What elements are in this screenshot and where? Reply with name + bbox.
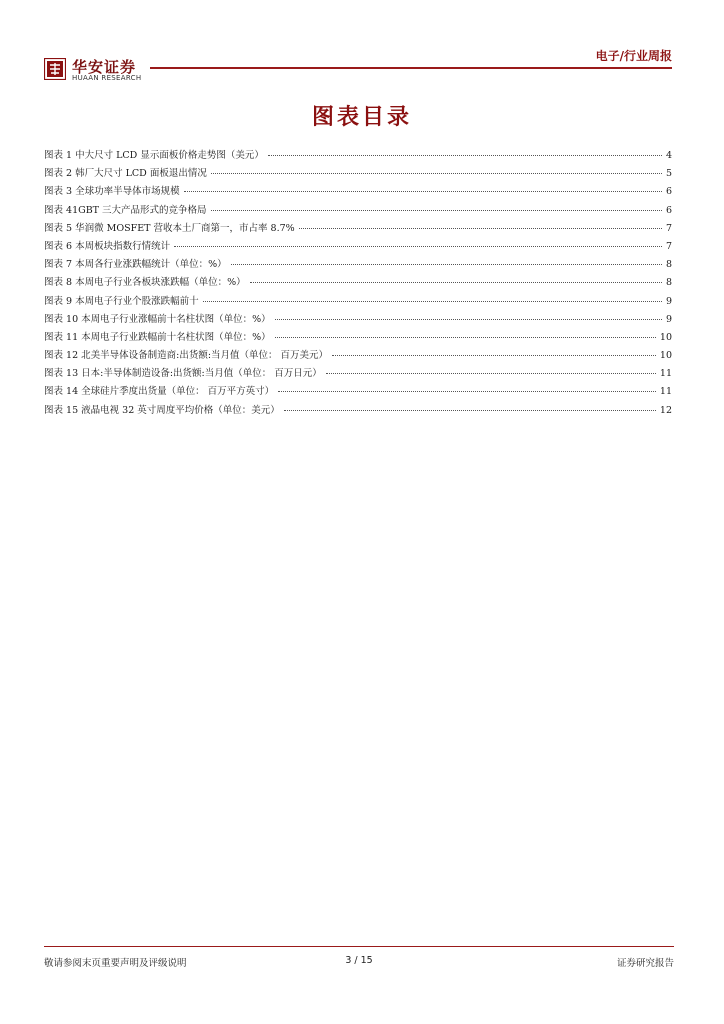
toc-leader-dots [250,281,662,283]
toc-entry-label: 图表 41GBT 三大产品形式的竞争格局 [44,204,207,216]
toc-leader-dots [184,190,662,192]
toc-entry[interactable] [44,274,672,292]
page-footer [44,946,674,971]
toc-entry-page: 6 [665,204,672,216]
toc-entry-label: 图表 14 全球硅片季度出货量（单位： 百万平方英寸） [44,386,275,398]
toc-entry-page: 10 [659,350,672,362]
toc-entry-label: 图表 1 中大尺寸 LCD 显示面板价格走势图（美元） [44,150,264,161]
header-divider [150,67,672,69]
toc-entry[interactable] [44,256,672,274]
toc-leader-dots [332,354,656,356]
toc-entry[interactable] [44,311,672,329]
toc-entry-label: 图表 7 本周各行业涨跌幅统计（单位：%） [44,259,227,271]
toc-entry-label: 图表 5 华润微 MOSFET 营收本土厂商第一，市占率 8.7% [44,222,295,234]
toc-entry-page: 6 [665,186,672,198]
toc-entry-page: 11 [659,368,672,380]
toc-leader-dots [275,318,662,320]
toc-entry-label: 图表 13 日本:半导体制造设备:出货额:当月值（单位： 百万日元） [44,368,322,380]
toc-leader-dots [174,245,662,247]
toc-leader-dots [268,154,662,156]
toc-entry-page: 8 [665,277,672,289]
toc-leader-dots [299,227,662,229]
toc-entry-page: 11 [659,386,672,398]
toc-entry[interactable] [44,402,672,420]
disclaimer-notice: 敬请参阅末页重要声明及评级说明 [44,958,187,970]
toc-entry[interactable] [44,202,672,220]
toc-entry-page: 12 [659,404,672,416]
toc-entry-page: 8 [665,259,672,271]
toc-entry-label: 图表 3 全球功率半导体市场规模 [44,186,180,198]
toc-entry[interactable] [44,165,672,183]
figure-table-of-contents [44,147,672,420]
company-logo-text: 华安证券 [72,58,137,76]
toc-entry-page: 7 [665,222,672,234]
toc-entry[interactable] [44,238,672,256]
toc-leader-dots [284,409,656,411]
huaan-logo-icon [44,58,66,80]
toc-entry[interactable] [44,365,672,383]
toc-entry[interactable] [44,220,672,238]
toc-leader-dots [203,300,662,302]
page-title: 图表目录 [311,105,412,130]
toc-entry-label: 图表 12 北美半导体设备制造商:出货额:当月值（单位： 百万美元） [44,350,329,362]
toc-entry[interactable] [44,329,672,347]
toc-entry-label: 图表 11 本周电子行业跌幅前十名柱状图（单位：%） [44,331,271,343]
toc-entry-page: 5 [665,168,672,180]
toc-entry-page: 9 [665,313,672,325]
toc-entry[interactable] [44,293,672,311]
toc-entry-page: 7 [665,240,672,252]
toc-leader-dots [278,390,656,392]
toc-entry[interactable] [44,383,672,401]
document-type-label: 证券研究报告 [616,958,674,970]
page-number: 3 / 15 [345,955,373,967]
toc-entry-label: 图表 8 本周电子行业各板块涨跌幅（单位：%） [44,277,246,289]
toc-leader-dots [231,263,662,265]
toc-entry-label: 图表 2 韩厂大尺寸 LCD 面板退出情况 [44,168,207,180]
footer-divider [44,946,674,947]
toc-entry-label: 图表 9 本周电子行业个股涨跌幅前十 [44,295,199,307]
toc-entry-label: 图表 6 本周板块指数行情统计 [44,240,171,252]
toc-leader-dots [211,209,662,211]
toc-entry-label: 图表 15 液晶电视 32 英寸周度平均价格（单位：美元） [44,404,280,416]
toc-entry[interactable] [44,183,672,201]
toc-leader-dots [326,372,656,374]
report-category-label: 电子/行业周报 [595,49,672,63]
toc-entry[interactable] [44,147,672,165]
toc-entry-page: 9 [665,295,672,307]
toc-entry-page: 4 [665,150,672,161]
toc-leader-dots [275,336,656,338]
toc-entry[interactable] [44,347,672,365]
company-logo-subtitle: HUAAN RESEARCH [72,74,142,82]
toc-entry-label: 图表 10 本周电子行业涨幅前十名柱状图（单位：%） [44,313,271,325]
toc-entry-page: 10 [659,331,672,343]
toc-leader-dots [211,172,662,174]
page-header [0,0,724,90]
